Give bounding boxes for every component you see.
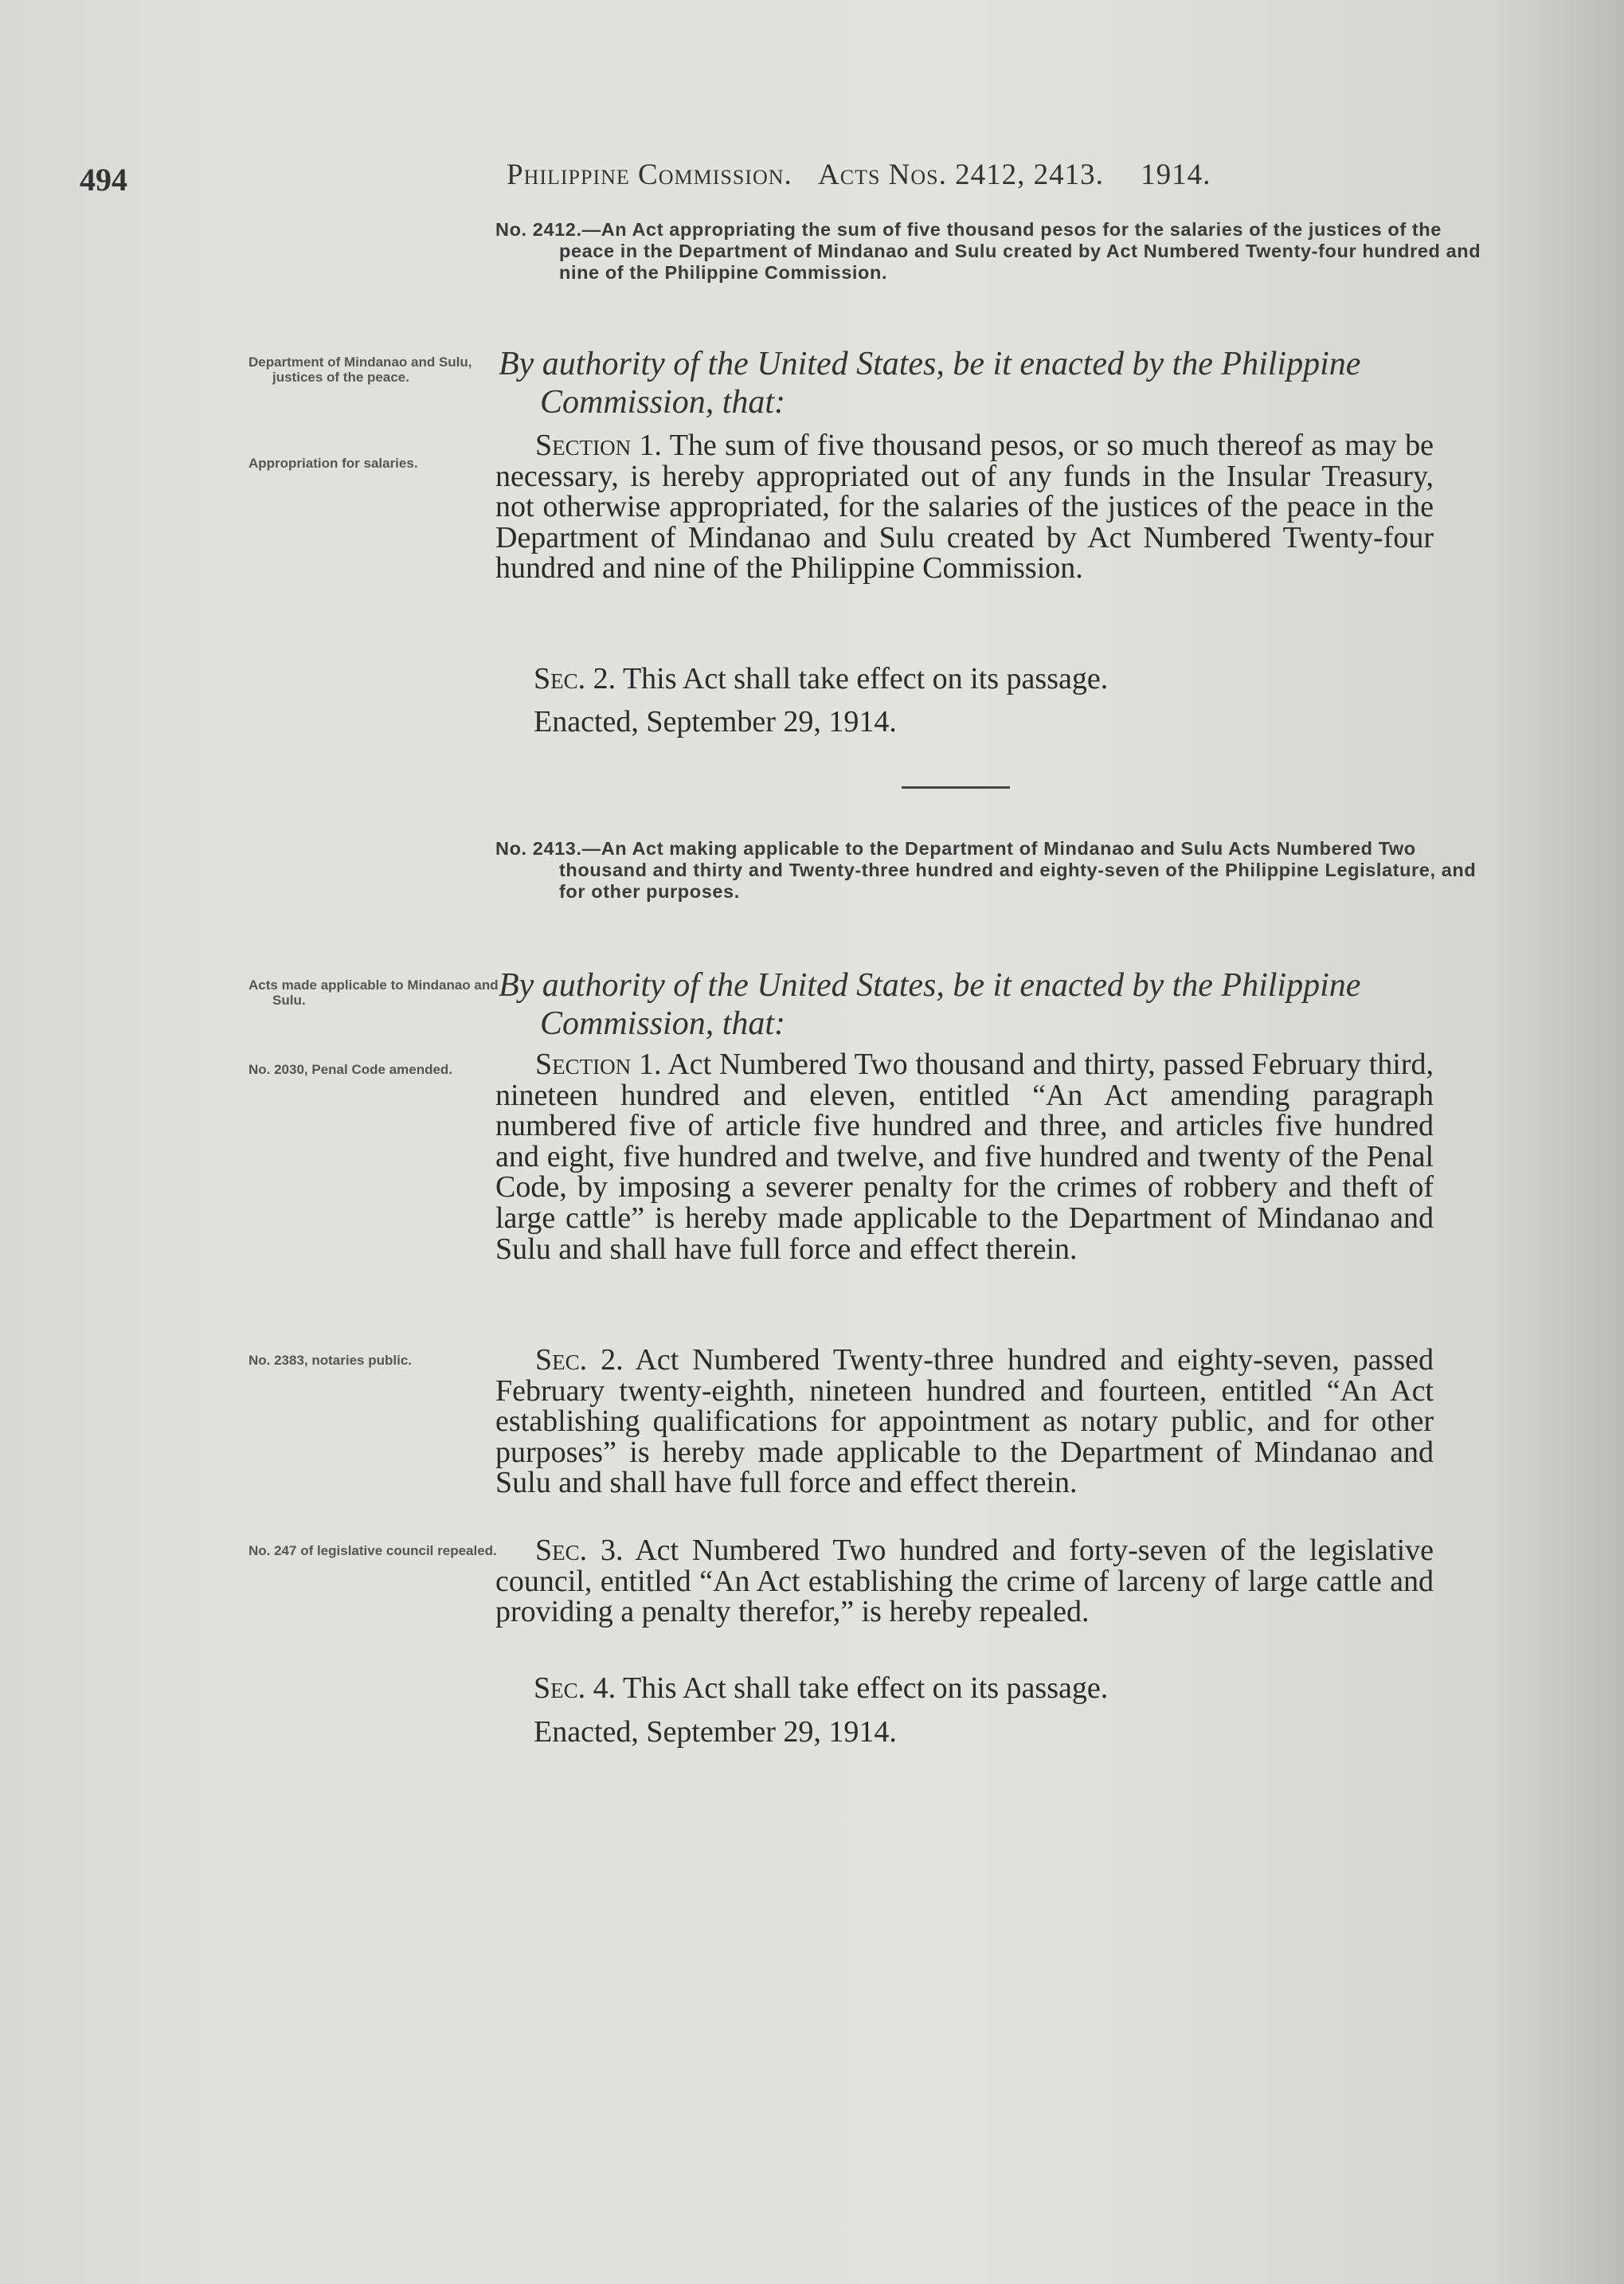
act-2413-enacted-date: Enacted, September 29, 1914.: [534, 1715, 897, 1749]
page-number: 494: [80, 162, 127, 198]
act-2413-title: No. 2413.—An Act making applicable to the Department of Mindanao and Sulu Acts Numbered Two thousand and thirty and Twenty-three hundred and eighty-seven of the Philippine Legislature, and for other purposes.: [495, 838, 1477, 902]
running-head-acts: Acts Nos. 2412, 2413.: [818, 159, 1104, 191]
running-head-year: 1914.: [1141, 159, 1211, 191]
act-2412-enacting-clause: By authority of the United States, be it enacted by the Philippine Commission, that:: [499, 346, 1361, 421]
act-2412-section-2-label: Sec. 2.: [534, 662, 616, 695]
running-head-title: Philippine Commission.: [507, 159, 792, 191]
act-2413-section-4-label: Sec. 4.: [534, 1671, 616, 1705]
act-2413-section-1-text: Act Numbered Two thousand and thirty, passed February third, nineteen hundred and eleven, entitled “An Act amending paragraph numbered five of article five hundred and three, and articles five hundred and eight, five hundred and twelve, and five hundred and twenty of the Penal Code, by imposing a severer penalty for the crimes of robbery and theft of large cattle” is hereby made applicable to the Department of Mindanao and Sulu and shall have full force and effect therein.: [495, 1048, 1434, 1266]
act-2413-section-4-text: This Act shall take effect on its passage.: [622, 1671, 1109, 1705]
act-2413-section-2-text: Act Numbered Twenty-three hundred and eighty-seven, passed February twenty-eighth, nineteen hundred and fourteen, entitled “An Act establishing qualifications for appointment as notary public, and for other purposes” is hereby made applicable to the Department of Mindanao and Sulu and shall have full force and effect therein.: [495, 1343, 1434, 1500]
act-2413-section-1: [495, 1049, 1434, 1264]
act-2412-section-2: [534, 663, 1410, 695]
act-2413-section-3-text: Act Numbered Two hundred and forty-seven of the legislative council, entitled “An Act establishing the crime of larceny of large cattle and providing a penalty therefor,” is hereby repealed.: [495, 1534, 1434, 1629]
act-2412-enacted-date: Enacted, September 29, 1914.: [534, 705, 897, 738]
act-2412-section-1-label: Section 1.: [535, 429, 662, 462]
act-2412-title: No. 2412.—An Act appropriating the sum of five thousand pesos for the salaries of the justices of the peace in the Department of Mindanao and Sulu created by Act Numbered Twenty-four hundred and nine of the Philippine Commission.: [495, 219, 1481, 283]
act-2413-section-3-label: Sec. 3.: [535, 1534, 624, 1567]
act-2413-enacting-clause: By authority of the United States, be it enacted by the Philippine Commission, that:: [499, 967, 1361, 1042]
act-2413-section-2-label: Sec. 2.: [535, 1343, 624, 1377]
running-head: [507, 158, 1422, 192]
act-2412-section-1: [495, 430, 1434, 584]
section-divider-rule: [902, 786, 1010, 789]
act-2413-section-1-label: Section 1.: [535, 1048, 662, 1081]
act-2413-sidenote-legislative-council: No. 247 of legislative council repealed.: [248, 1543, 497, 1558]
act-2413-section-4: [534, 1672, 1410, 1704]
act-2412-section-2-text: This Act shall take effect on its passage.: [622, 662, 1109, 695]
act-2412-sidenote-department: Department of Mindanao and Sulu, justices of the peace.: [248, 355, 472, 385]
act-2413-section-3: [495, 1535, 1434, 1628]
act-2413-section-2: [495, 1345, 1434, 1499]
act-2412-section-1-text: The sum of five thousand pesos, or so much thereof as may be necessary, is hereby appropriated out of any funds in the Insular Treasury, not otherwise appropriated, for the salaries of the justices of the peace in the Department of Mindanao and Sulu created by Act Numbered Twenty-four hundred and nine of the Philippine Commission.: [495, 429, 1434, 586]
act-2413-sidenote-applicable: Acts made applicable to Mindanao and Sulu.: [248, 977, 499, 1008]
act-2413-sidenote-penal-code: No. 2030, Penal Code amended.: [248, 1062, 453, 1077]
act-2412-sidenote-appropriation: Appropriation for salaries.: [248, 456, 418, 471]
act-2413-sidenote-notaries: No. 2383, notaries public.: [248, 1353, 413, 1368]
